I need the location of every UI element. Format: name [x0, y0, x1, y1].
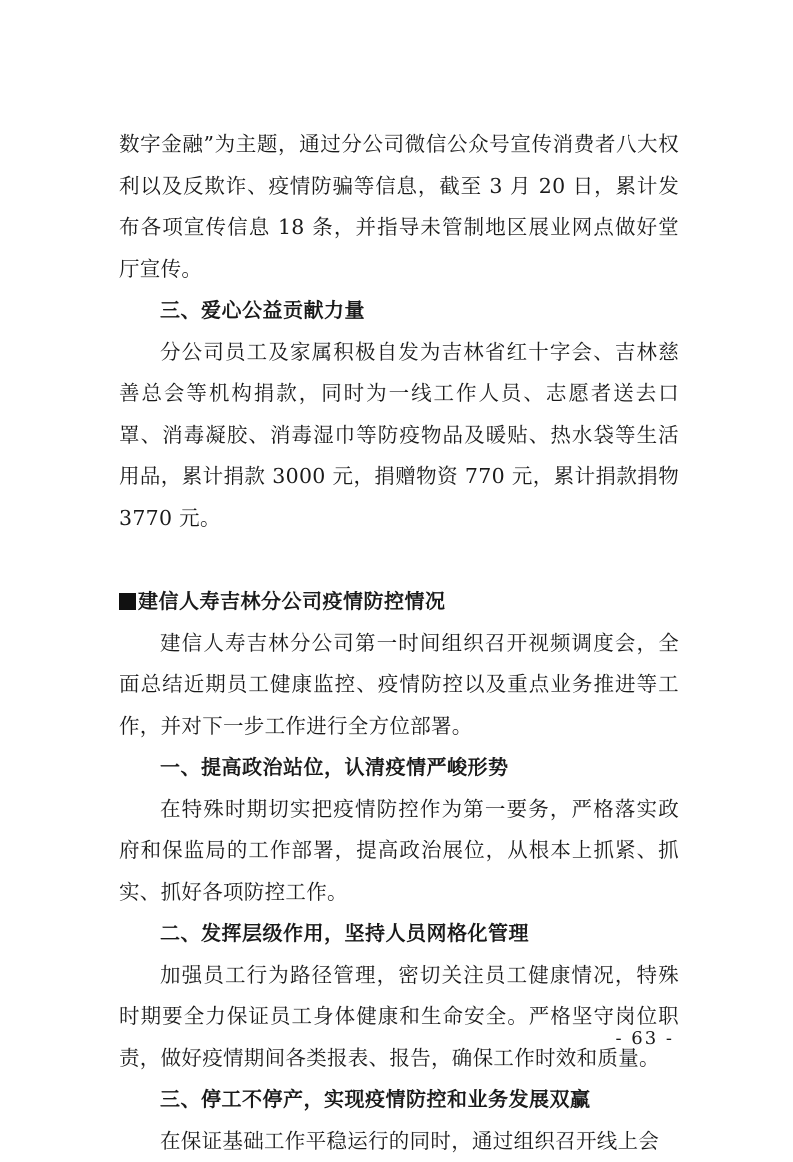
page-number: - 63 - [615, 1028, 674, 1049]
heading-grid-management: 二、发挥层级作用，坚持人员网格化管理 [119, 913, 679, 955]
heading-political-stance: 一、提高政治站位，认清疫情严峻形势 [119, 747, 679, 789]
paragraph-donations: 分公司员工及家属积极自发为吉林省红十字会、吉林慈善总会等机构捐款，同时为一线工作人员、志愿者送去口罩、消毒凝胶、消毒湿巾等防疫物品及暖贴、热水袋等生活用品，累计捐款 3000 元，捐赠物资 770 元，累计捐款捐物 3770 元。 [119, 332, 679, 540]
document-body [119, 124, 679, 1162]
paragraph-video-meeting: 建信人寿吉林分公司第一时间组织召开视频调度会，全面总结近期员工健康监控、疫情防控以及重点业务推进等工作，并对下一步工作进行全方位部署。 [119, 623, 679, 748]
paragraph-prevention-priority: 在特殊时期切实把疫情防控作为第一要务，严格落实政府和保监局的工作部署，提高政治展位，从根本上抓紧、抓实、抓好各项防控工作。 [119, 789, 679, 914]
section-gap [119, 539, 679, 581]
section-title [119, 581, 679, 623]
paragraph-promotion: 数字金融”为主题，通过分公司微信公众号宣传消费者八大权利以及反欺诈、疫情防骗等信息，截至 3 月 20 日，累计发布各项宣传信息 18 条，并指导未管制地区展业网点做好堂厅宣传。 [119, 124, 679, 290]
paragraph-online-meeting: 在保证基础工作平稳运行的同时，通过组织召开线上会 [119, 1121, 679, 1162]
paragraph-employee-health: 加强员工行为路径管理，密切关注员工健康情况，特殊时期要全力保证员工身体健康和生命安全。严格坚守岗位职责，做好疫情期间各类报表、报告，确保工作时效和质量。 [119, 955, 679, 1080]
heading-business-continuity: 三、停工不停产，实现疫情防控和业务发展双赢 [119, 1079, 679, 1121]
section-title-text: 建信人寿吉林分公司疫情防控情况 [138, 589, 446, 613]
black-square-icon [119, 593, 136, 610]
heading-charity: 三、爱心公益贡献力量 [119, 290, 679, 332]
